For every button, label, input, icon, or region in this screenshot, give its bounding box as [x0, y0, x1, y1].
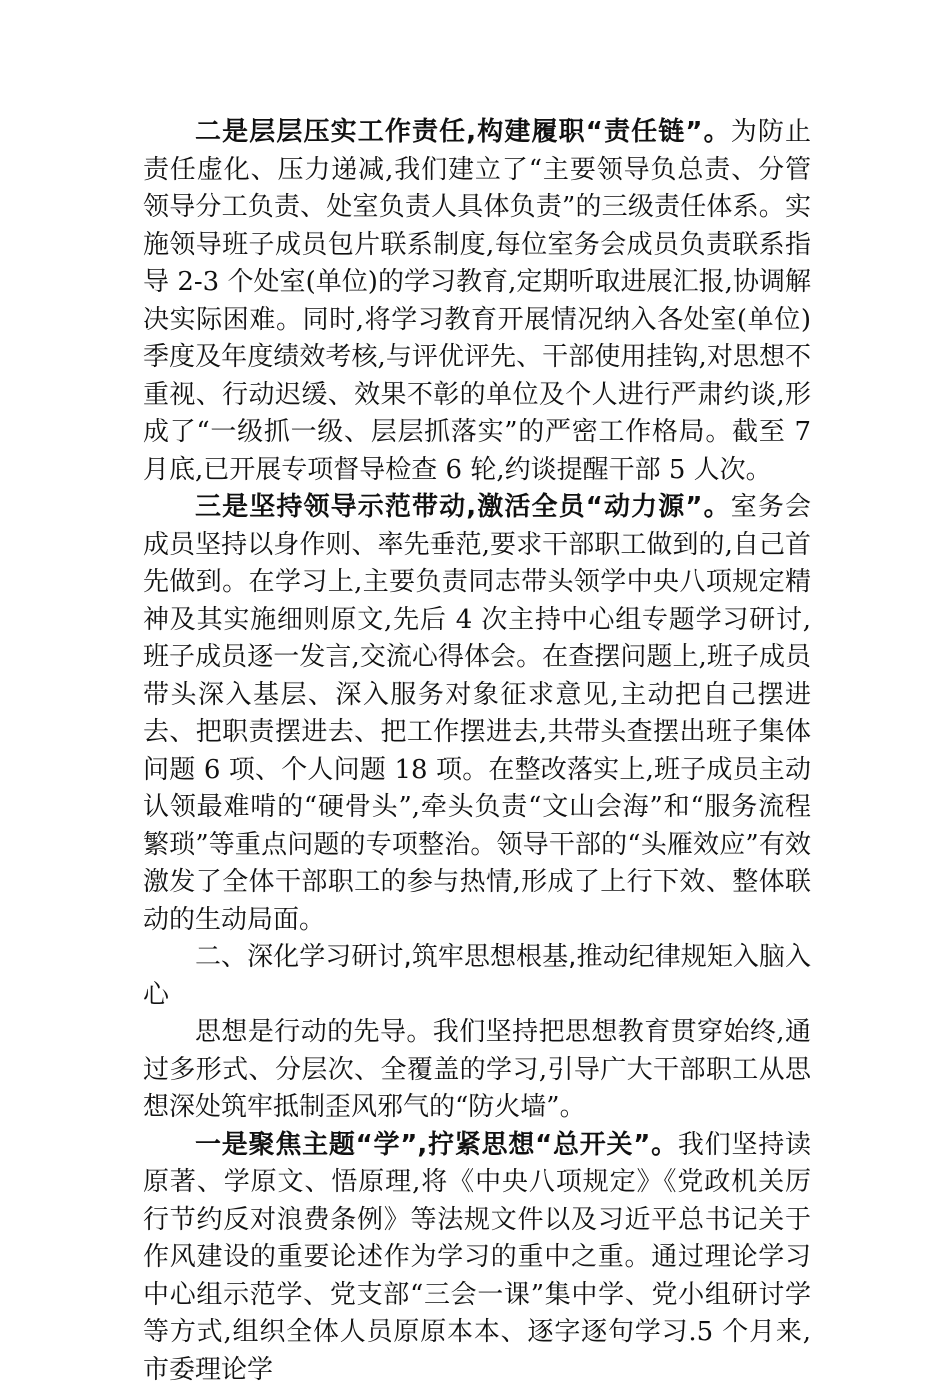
paragraph-body: 我们坚持读原著、学原文、悟原理,将《中央八项规定》《党政机关厉行节约反对浪费条例》等法规文件以及习近平总书记关于作风建设的重要论述作为学习的重中之重。通过理论学习中心组示范学、党支部“三会一课”集中学、党小组研讨学等方式,组织全体人员原原本本、逐字逐句学习.5 个月来,市委理论学: [143, 1130, 811, 1385]
paragraph-lead: 一是聚焦主题“学”,拧紧思想“总开关”。: [195, 1130, 678, 1160]
paragraph-lead: 三是坚持领导示范带动,激活全员“动力源”。: [195, 492, 731, 522]
paragraph-focus-study: [143, 1127, 811, 1389]
paragraph-lead: 二是层层压实工作责任,构建履职“责任链”。: [195, 117, 731, 147]
paragraph-intro: 思想是行动的先导。我们坚持把思想教育贯穿始终,通过多形式、分层次、全覆盖的学习,引导广大干部职工从思想深处筑牢抵制歪风邪气的“防火墙”。: [143, 1014, 811, 1127]
paragraph-body: 为防止责任虚化、压力递减,我们建立了“主要领导负总责、分管领导分工负责、处室负责人具体负责”的三级责任体系。实施领导班子成员包片联系制度,每位室务会成员负责联系指导 2-3 个处室(单位)的学习教育,定期听取进展汇报,协调解决实际困难。同时,将学习教育开展情况纳入各处室(单位)季度及年度绩效考核,与评优评先、干部使用挂钩,对思想不重视、行动迟缓、效果不彰的单位及个人进行严肃约谈,形成了“一级抓一级、层层抓落实”的严密工作格局。截至 7 月底,已开展专项督导检查 6 轮,约谈提醒干部 5 人次。: [143, 117, 811, 485]
paragraph-leadership-example: [143, 489, 811, 939]
section-heading: 二、深化学习研讨,筑牢思想根基,推动纪律规矩入脑入心: [143, 939, 811, 1014]
paragraph-responsibility-chain: [143, 114, 811, 489]
paragraph-body: 室务会成员坚持以身作则、率先垂范,要求干部职工做到的,自己首先做到。在学习上,主要负责同志带头领学中央八项规定精神及其实施细则原文,先后 4 次主持中心组专题学习研讨,班子成员逐一发言,交流心得体会。在查摆问题上,班子成员带头深入基层、深入服务对象征求意见,主动把自己摆进去、把职责摆进去、把工作摆进去,共带头查摆出班子集体问题 6 项、个人问题 18 项。在整改落实上,班子成员主动认领最难啃的“硬骨头”,牵头负责“文山会海”和“服务流程繁琐”等重点问题的专项整治。领导干部的“头雁效应”有效激发了全体干部职工的参与热情,形成了上行下效、整体联动的生动局面。: [143, 492, 811, 935]
document-page: [143, 114, 811, 1389]
